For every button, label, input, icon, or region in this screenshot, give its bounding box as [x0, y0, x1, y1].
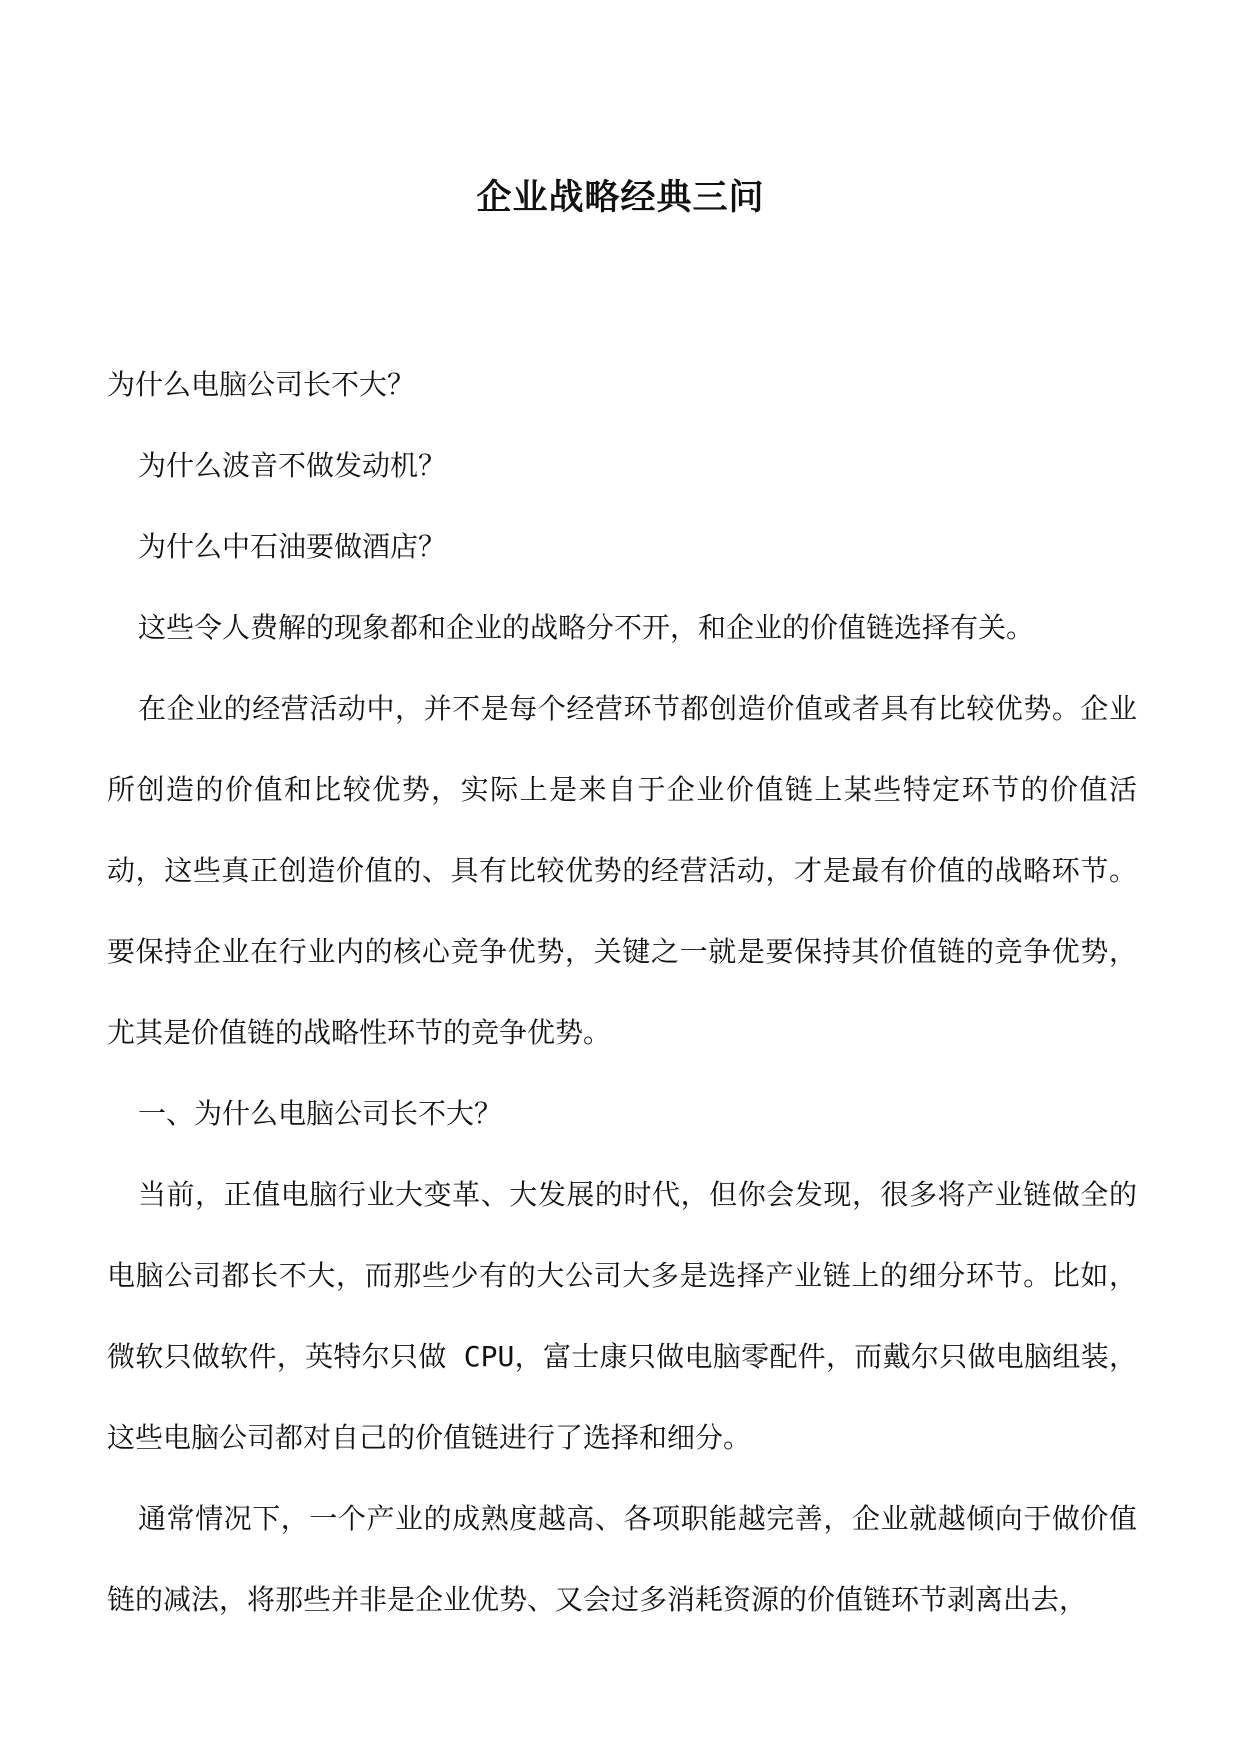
paragraph-computer-industry: 当前，正值电脑行业大变革、大发展的时代，但你会发现，很多将产业链做全的电脑公司都长不大，而那些少有的大公司大多是选择产业链上的细分环节。比如，微软只做软件，英特尔只做 CPU，富士康只做电脑零配件，而戴尔只做电脑组装，这些电脑公司都对自己的价值链进行了选择和细分。 [107, 1178, 1137, 1454]
paragraph-intro: 这些令人费解的现象都和企业的战略分不开，和企业的价值链选择有关。 [138, 611, 1035, 644]
paragraph-value-chain: 在企业的经营活动中，并不是每个经营环节都创造价值或者具有比较优势。企业所创造的价值和比较优势，实际上是来自于企业价值链上某些特定环节的价值活动，这些真正创造价值的、具有比较优势的经营活动，才是最有价值的战略环节。要保持企业在行业内的核心竞争优势，关键之一就是要保持其价值链的竞争优势，尤其是价值链的战略性环节的竞争优势。 [107, 692, 1137, 1049]
paragraph-industry-maturity: 通常情况下，一个产业的成熟度越高、各项职能越完善，企业就越倾向于做价值链的减法，将那些并非是企业优势、又会过多消耗资源的价值链环节剥离出去， [107, 1502, 1137, 1616]
document-body [107, 344, 1137, 1640]
paragraph-question-2: 为什么波音不做发动机？ [138, 449, 447, 482]
paragraph-question-3: 为什么中石油要做酒店？ [138, 530, 447, 563]
paragraph-question-1: 为什么电脑公司长不大？ [107, 368, 416, 401]
document-title: 企业战略经典三问 [476, 177, 765, 219]
section-heading-1: 一、为什么电脑公司长不大？ [138, 1097, 503, 1130]
